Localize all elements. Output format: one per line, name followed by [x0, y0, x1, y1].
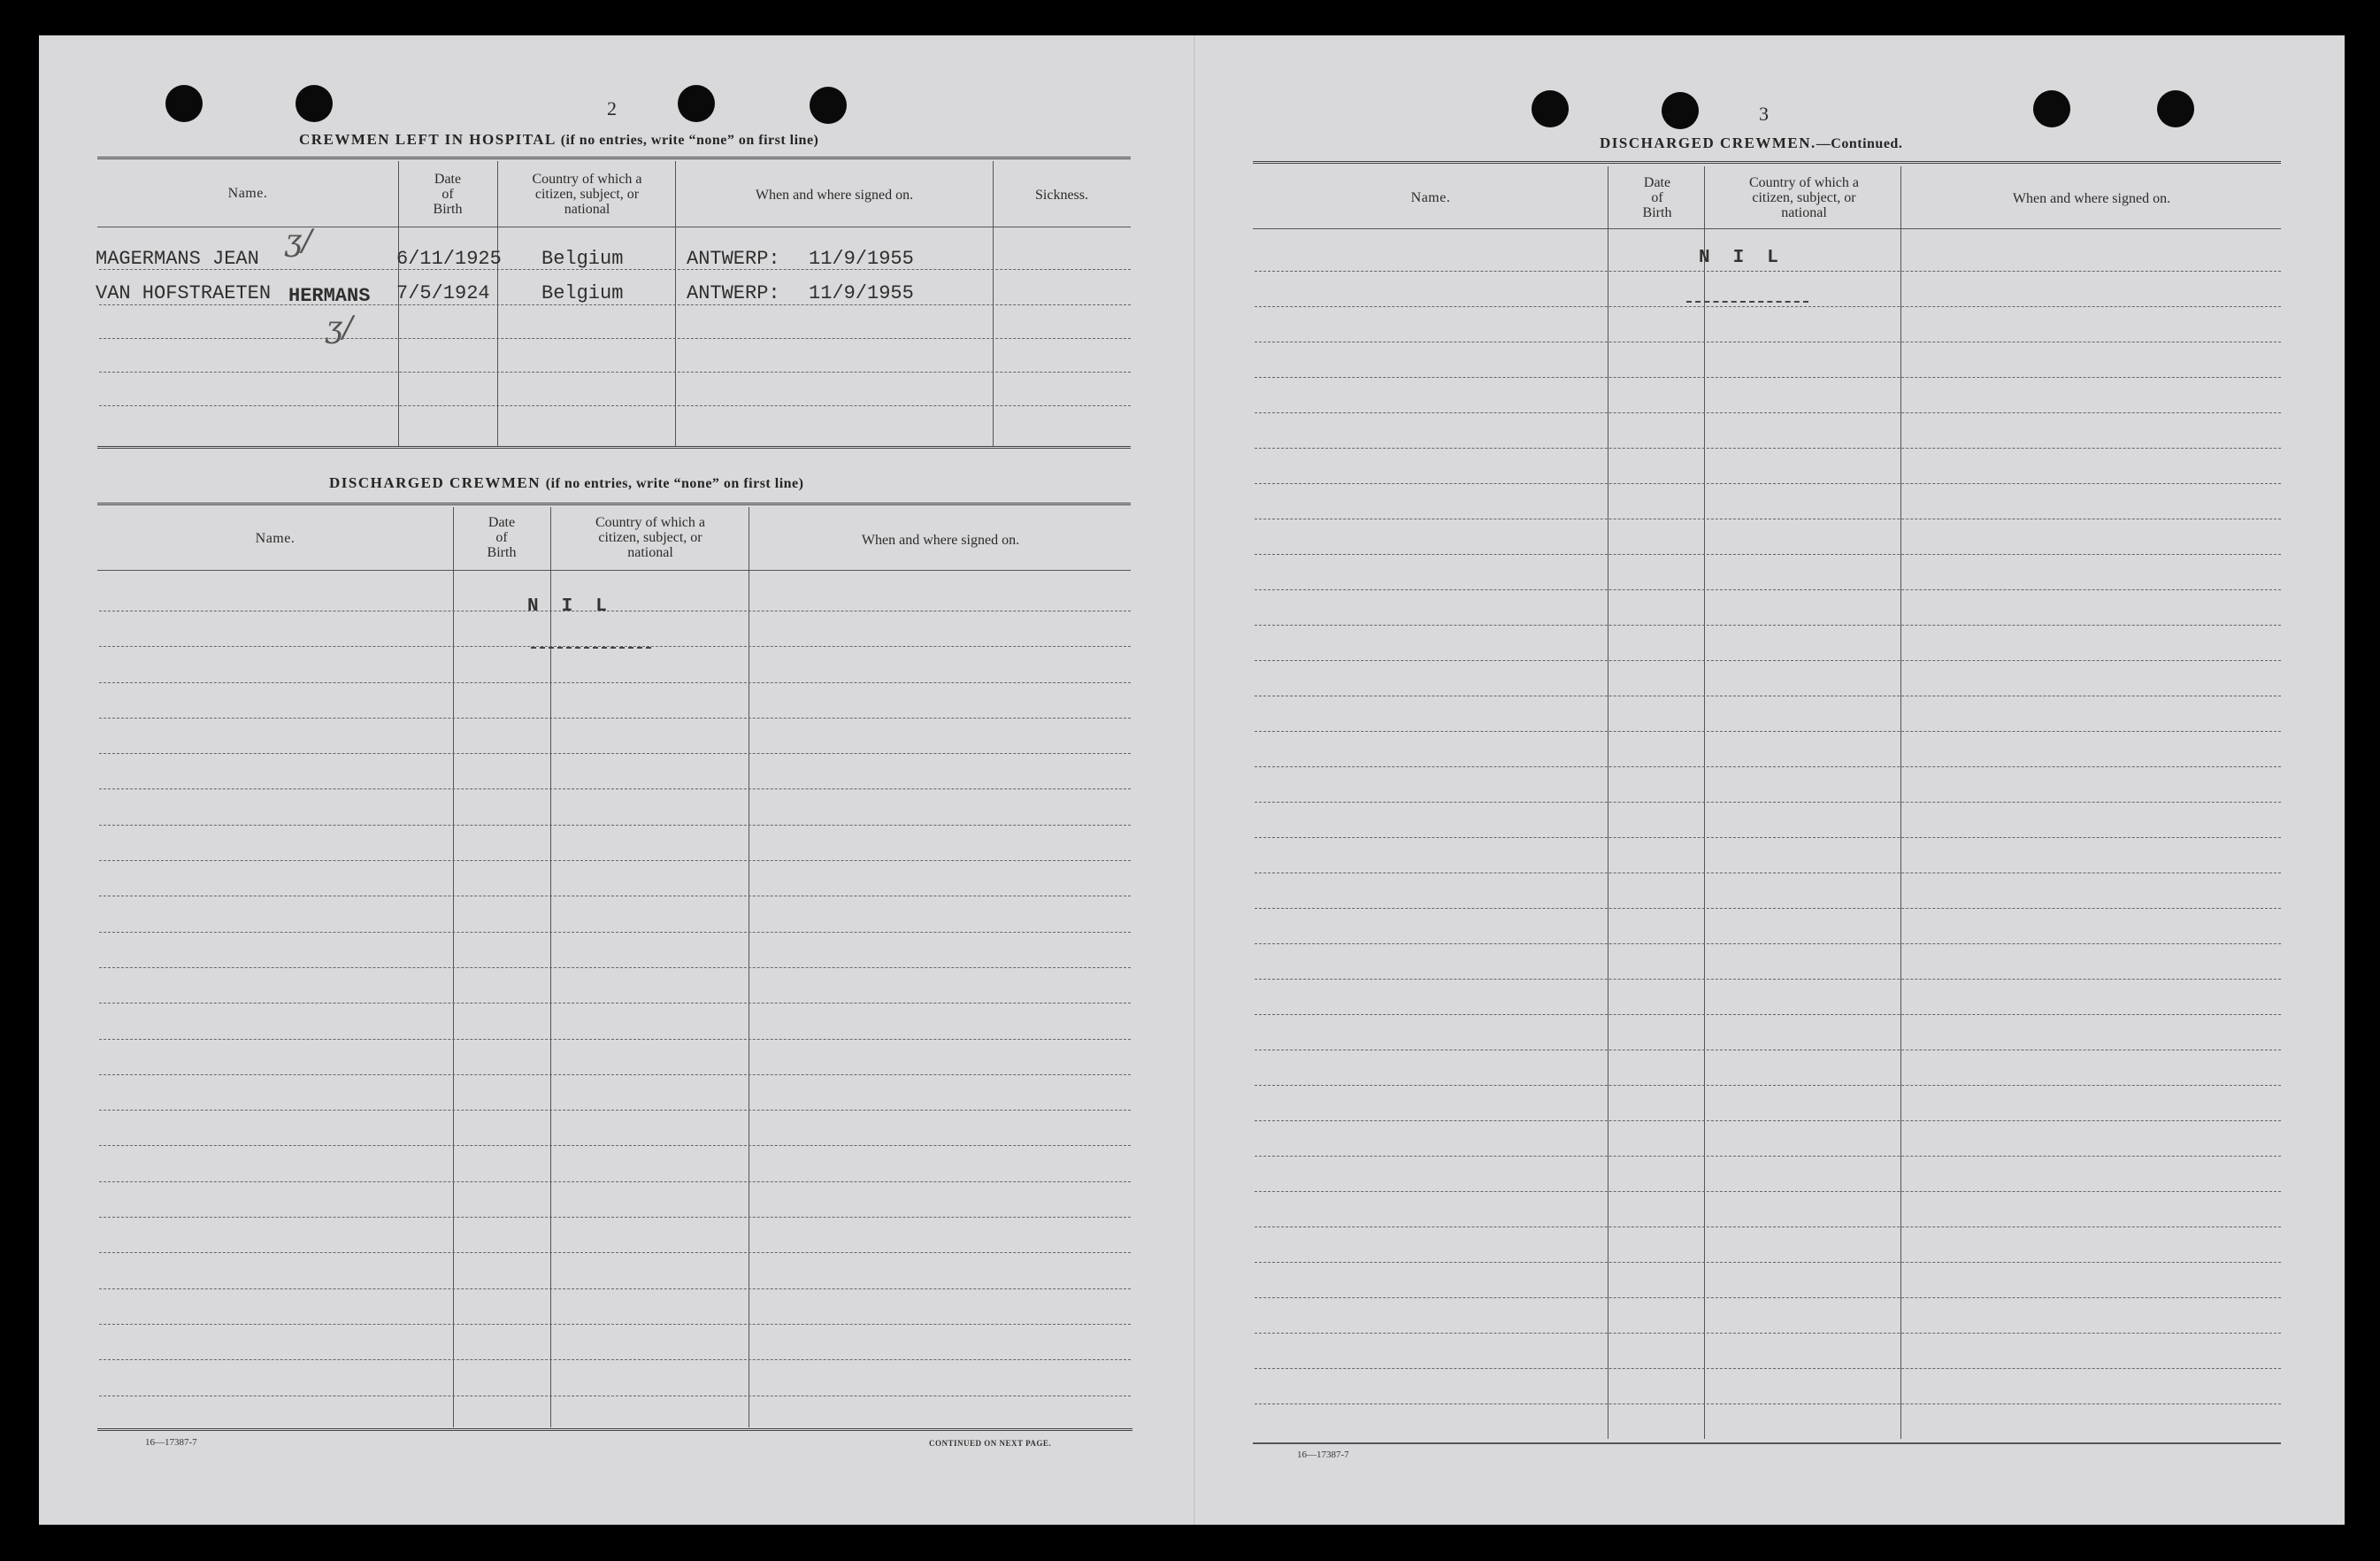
header-line: Date — [434, 172, 462, 187]
header-line: of — [1651, 190, 1663, 205]
header-line: of — [441, 187, 454, 202]
row-line — [1255, 1085, 2281, 1086]
discharged-title-text: DISCHARGED CREWMEN — [329, 474, 541, 491]
signed-on-date: 11/9/1955 — [809, 282, 914, 304]
row-line — [1255, 306, 2281, 307]
nil-underline — [531, 647, 651, 649]
header-line: citizen, subject, or — [598, 530, 702, 545]
row-line — [1255, 1262, 2281, 1263]
row-line — [1255, 271, 2281, 272]
row-line — [1255, 625, 2281, 626]
row-line — [1255, 412, 2281, 413]
signed-on-port: ANTWERP: — [687, 282, 780, 304]
col-header-signed-on: When and where signed on. — [755, 188, 914, 203]
crew-country: Belgium — [541, 282, 624, 304]
header-line: of — [495, 530, 508, 545]
col-header-country — [500, 172, 674, 217]
row-line — [1255, 837, 2281, 838]
row-line — [99, 338, 1131, 339]
header-bottom-rule — [1253, 228, 2281, 229]
continued-suffix: —Continued. — [1816, 136, 1903, 151]
crew-name: MAGERMANS JEAN — [96, 248, 259, 270]
row-line — [1255, 554, 2281, 555]
header-line: Date — [488, 515, 516, 530]
row-line — [1255, 660, 2281, 661]
row-line — [99, 1074, 1131, 1075]
col-header-dob — [1610, 175, 1704, 220]
row-line — [99, 1145, 1131, 1146]
row-line — [1255, 1226, 2281, 1227]
header-line: Country of which a — [532, 172, 642, 187]
discharged-instruction: (if no entries, write “none” on first line) — [545, 476, 804, 491]
header-line: national — [627, 545, 673, 560]
col-header-country — [553, 515, 748, 560]
nil-underline — [1686, 301, 1808, 303]
row-line — [99, 405, 1131, 406]
table-top-rule — [97, 503, 1131, 508]
header-line: Date — [1643, 175, 1671, 190]
row-line — [99, 1181, 1131, 1182]
header-line: Birth — [1642, 205, 1672, 220]
continued-note: CONTINUED ON NEXT PAGE. — [929, 1439, 1052, 1448]
hospital-instruction: (if no entries, write “none” on first line) — [560, 133, 819, 148]
hospital-section-title — [299, 131, 818, 149]
row-line — [99, 1359, 1131, 1360]
col-header-signed-on: When and where signed on. — [861, 533, 1020, 548]
col-header-name: Name. — [255, 531, 296, 546]
row-line — [1255, 802, 2281, 803]
col-divider — [1900, 166, 1901, 1439]
row-line — [1255, 1403, 2281, 1404]
row-line — [1255, 1333, 2281, 1334]
row-line — [99, 682, 1131, 683]
header-line: citizen, subject, or — [1752, 190, 1856, 205]
crew-name-extra: HERMANS — [288, 285, 371, 307]
punch-hole — [2157, 90, 2194, 127]
col-header-country — [1708, 175, 1900, 220]
page-number: 3 — [1759, 103, 1769, 125]
table-bottom-rule — [97, 1428, 1132, 1434]
row-line — [99, 1110, 1131, 1111]
header-line: national — [564, 202, 610, 217]
punch-hole — [2033, 90, 2070, 127]
header-line: Birth — [433, 202, 463, 217]
col-header-dob — [455, 515, 549, 560]
col-divider — [675, 161, 676, 446]
discharged-continued-title — [1600, 135, 1902, 152]
row-line — [1255, 377, 2281, 378]
col-header-signed-on: When and where signed on. — [2012, 191, 2171, 206]
row-line — [99, 860, 1131, 861]
row-line — [99, 1252, 1131, 1253]
row-line — [99, 825, 1131, 826]
punch-hole — [1532, 90, 1569, 127]
row-line — [1255, 979, 2281, 980]
form-number: 16—17387-7 — [1297, 1450, 1349, 1460]
punch-hole — [165, 85, 203, 122]
row-line — [1255, 766, 2281, 767]
col-header-name: Name. — [227, 186, 268, 201]
col-header-name: Name. — [1410, 190, 1451, 205]
crew-dob: 6/11/1925 — [396, 248, 502, 270]
row-line — [99, 753, 1131, 754]
header-line: Birth — [487, 545, 517, 560]
row-line — [99, 1003, 1131, 1004]
header-line: Country of which a — [595, 515, 705, 530]
row-line — [99, 967, 1131, 968]
page-number: 2 — [607, 97, 617, 119]
signed-on-date: 11/9/1955 — [809, 248, 914, 270]
row-line — [99, 718, 1131, 719]
row-line — [1255, 908, 2281, 909]
row-line — [1255, 1191, 2281, 1192]
header-bottom-rule — [97, 570, 1131, 571]
row-line — [1255, 589, 2281, 590]
punch-hole — [810, 87, 847, 124]
crew-name: VAN HOFSTRAETEN — [96, 282, 272, 304]
row-line — [99, 1324, 1131, 1325]
punch-hole — [678, 85, 715, 122]
row-line — [99, 932, 1131, 933]
row-line — [99, 304, 1131, 305]
hospital-title-text: CREWMEN LEFT IN HOSPITAL — [299, 131, 556, 148]
table-top-rule — [1253, 161, 2281, 166]
crew-dob: 7/5/1924 — [396, 282, 490, 304]
nil-entry: NIL — [527, 596, 630, 617]
header-line: Country of which a — [1749, 175, 1859, 190]
col-header-sickness: Sickness. — [1035, 188, 1088, 203]
col-divider — [497, 161, 498, 446]
row-line — [99, 372, 1131, 373]
row-line — [99, 1288, 1131, 1289]
handwritten-initials: ʒ/ — [326, 310, 353, 345]
col-header-dob — [400, 172, 495, 217]
row-line — [1255, 448, 2281, 449]
header-line: citizen, subject, or — [534, 187, 640, 202]
punch-hole — [296, 85, 333, 122]
discharged-title-text: DISCHARGED CREWMEN. — [1600, 135, 1816, 151]
table-top-rule — [97, 157, 1131, 162]
row-line — [1255, 943, 2281, 944]
col-divider — [993, 161, 994, 446]
nil-entry: NIL — [1699, 248, 1801, 268]
row-line — [1255, 1156, 2281, 1157]
crew-country: Belgium — [541, 248, 624, 270]
row-line — [99, 1217, 1131, 1218]
header-line: national — [1781, 205, 1827, 220]
punch-hole — [1662, 92, 1699, 129]
row-line — [99, 1039, 1131, 1040]
signed-on-port: ANTWERP: — [687, 248, 780, 270]
row-line — [1255, 1368, 2281, 1369]
row-line — [1255, 1297, 2281, 1298]
discharged-section-title — [329, 474, 803, 492]
form-number: 16—17387-7 — [145, 1437, 197, 1448]
row-line — [1255, 1120, 2281, 1121]
table-bottom-rule — [97, 446, 1131, 451]
handwritten-initials: ʒ/ — [285, 223, 312, 258]
col-divider — [1704, 166, 1705, 1439]
row-line — [1255, 483, 2281, 484]
row-line — [1255, 731, 2281, 732]
row-line — [99, 788, 1131, 789]
row-line — [1255, 1014, 2281, 1015]
table-bottom-rule — [1253, 1442, 2281, 1444]
